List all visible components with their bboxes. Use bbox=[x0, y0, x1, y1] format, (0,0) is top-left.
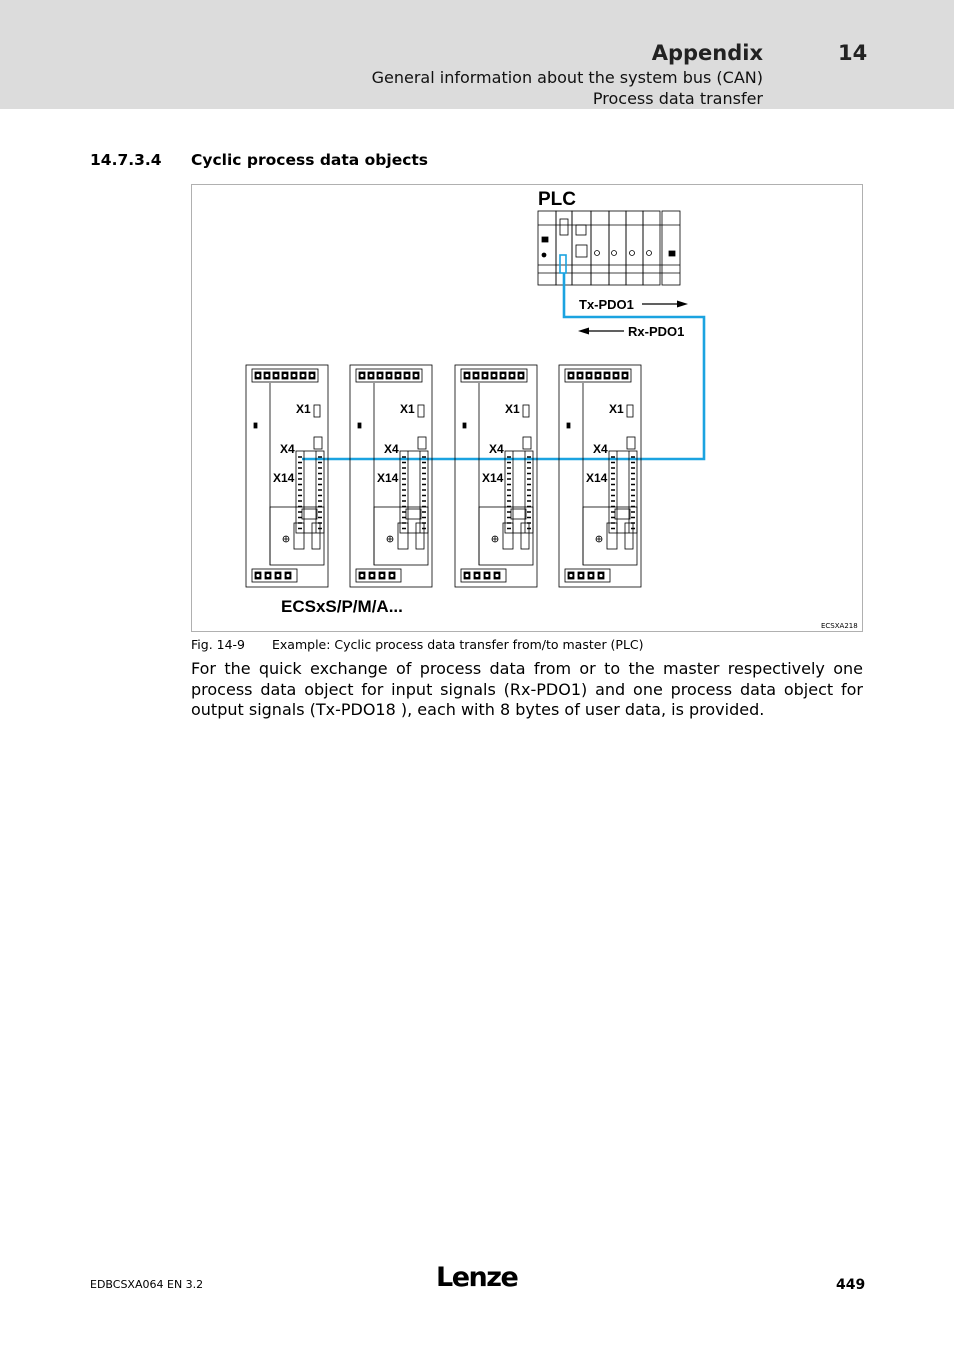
connector-label-x1: X1 bbox=[400, 402, 415, 416]
rx-arrow bbox=[578, 328, 624, 335]
connector-label-x14: X14 bbox=[273, 471, 295, 485]
figure-caption: Example: Cyclic process data transfer from/to master (PLC) bbox=[272, 637, 644, 652]
lenze-logo: Lenze bbox=[436, 1262, 518, 1293]
footer-document-id: EDBCSXA064 EN 3.2 bbox=[90, 1278, 204, 1291]
chapter-title: Appendix bbox=[651, 41, 763, 65]
connector-label-x4: X4 bbox=[489, 442, 504, 456]
connector-label-x14: X14 bbox=[377, 471, 399, 485]
connector-label-x1: X1 bbox=[609, 402, 624, 416]
system-bus-diagram bbox=[192, 185, 864, 633]
rx-pdo-label: Rx-PDO1 bbox=[628, 324, 685, 339]
servo-controllers bbox=[246, 365, 641, 587]
servo-controller-2 bbox=[350, 365, 432, 587]
chapter-number: 14 bbox=[838, 41, 868, 65]
servo-controller-4 bbox=[559, 365, 641, 587]
plc-label: PLC bbox=[538, 189, 576, 210]
tx-pdo-label: Tx-PDO1 bbox=[579, 297, 634, 312]
system-bus-cable bbox=[302, 273, 704, 459]
connector-label-x14: X14 bbox=[586, 471, 608, 485]
connector-label-x4: X4 bbox=[280, 442, 295, 456]
plc-rack-illustration bbox=[538, 211, 680, 285]
connector-label-x1: X1 bbox=[296, 402, 311, 416]
image-code: ECSXA218 bbox=[821, 622, 858, 630]
connector-label-x1: X1 bbox=[505, 402, 520, 416]
device-family-label: ECSxS/P/M/A... bbox=[281, 597, 403, 616]
connector-label-x4: X4 bbox=[593, 442, 608, 456]
header-band bbox=[0, 0, 954, 109]
figure-frame bbox=[191, 184, 863, 632]
servo-controller-3 bbox=[455, 365, 537, 587]
connector-label-x14: X14 bbox=[482, 471, 504, 485]
figure-number: Fig. 14-9 bbox=[191, 637, 246, 652]
connector-label-x4: X4 bbox=[384, 442, 399, 456]
body-paragraph: For the quick exchange of process data from or to the master respectively one process data object for input signals (Rx-PDO1) and one process data object for output signals (Tx-PDO18 ), each with 8 bytes of user data, is provided. bbox=[191, 659, 863, 719]
section-number: 14.7.3.4 bbox=[90, 151, 162, 169]
header-subtitle-line1: General information about the system bus (CAN) bbox=[371, 68, 763, 87]
page-number: 449 bbox=[836, 1277, 866, 1293]
header-subtitle-line2: Process data transfer bbox=[592, 89, 763, 108]
tx-arrow bbox=[642, 301, 688, 308]
servo-controller-1 bbox=[246, 365, 328, 587]
section-title: Cyclic process data objects bbox=[191, 151, 429, 169]
